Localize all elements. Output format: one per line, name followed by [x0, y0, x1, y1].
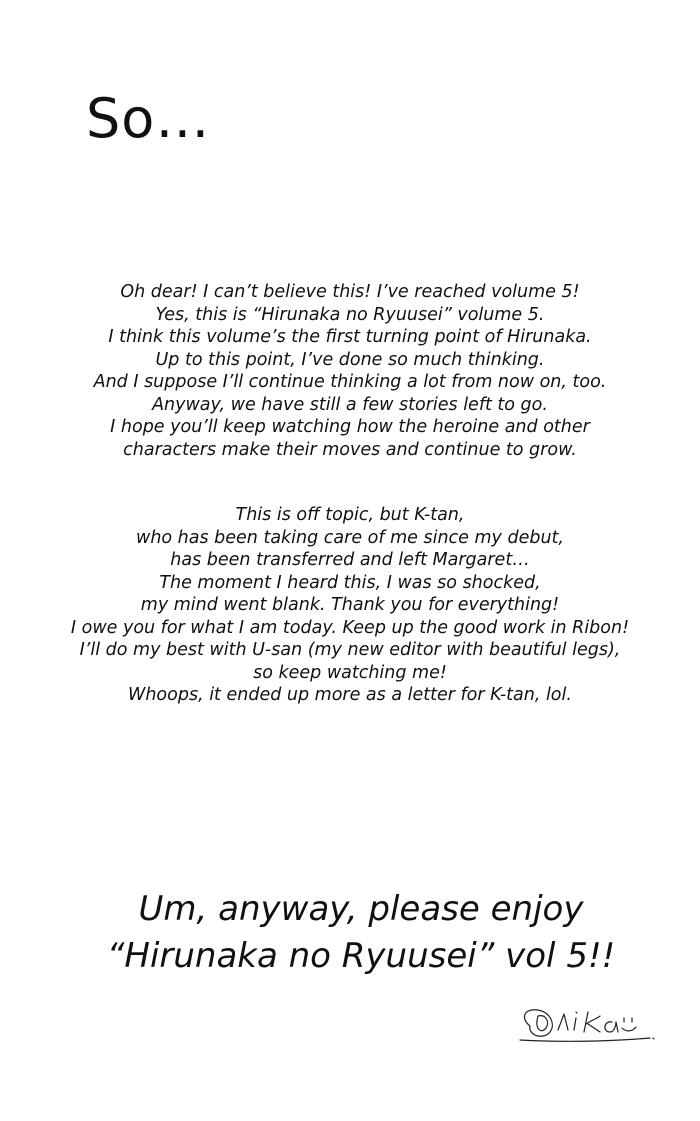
- page-heading: So…: [86, 87, 211, 150]
- text-line: has been transferred and left Margaret…: [170, 550, 530, 570]
- text-line: I hope you’ll keep watching how the heroine and other: [110, 417, 590, 437]
- text-line: Anyway, we have still a few stories left to go.: [152, 394, 548, 415]
- text-line: who has been taking care of me since my debut,: [136, 527, 564, 548]
- paragraph-volume-5: [0, 281, 700, 461]
- closing-line: “Hirunaka no Ryuusei” vol 5!!: [106, 936, 616, 976]
- signature-stroke: [574, 1018, 576, 1030]
- text-line: Whoops, it ended up more as a letter for K-tan, lol.: [128, 685, 572, 705]
- text-line: so keep watching me!: [253, 662, 447, 683]
- signature-stroke: [584, 1012, 600, 1032]
- text-line: Up to this point, I’ve done so much thinking.: [155, 349, 545, 370]
- closing-line: Um, anyway, please enjoy: [138, 889, 584, 929]
- text-line: characters make their moves and continue to grow.: [123, 439, 577, 460]
- text-line: I think this volume’s the first turning point of Hirunaka.: [108, 327, 592, 347]
- signature-stroke: [576, 1012, 577, 1013]
- text-line: I owe you for what I am today. Keep up the good work in Ribon!: [70, 617, 630, 638]
- text-line: Yes, this is “Hirunaka no Ryuusei” volume 5.: [155, 304, 545, 325]
- signature: [516, 1002, 666, 1054]
- text-line: This is off topic, but K-tan,: [235, 505, 465, 525]
- signature-stroke: [520, 1038, 650, 1041]
- paragraph-editor-letter: [0, 504, 700, 707]
- closing-message: [0, 886, 700, 980]
- text-line: Oh dear! I can’t believe this! I’ve reached volume 5!: [120, 282, 580, 302]
- signature-stroke: [605, 1022, 618, 1032]
- text-line: The moment I heard this, I was so shocked,: [159, 572, 541, 593]
- signature-stroke: [622, 1027, 636, 1031]
- signature-stroke: [537, 1016, 548, 1031]
- signature-stroke: [558, 1014, 568, 1030]
- signature-stroke: [624, 1018, 632, 1022]
- text-line: my mind went blank. Thank you for everything!: [140, 595, 560, 615]
- text-line: I’ll do my best with U-san (my new editor with beautiful legs),: [79, 640, 621, 660]
- signature-stroke: [653, 1038, 654, 1039]
- text-line: And I suppose I’ll continue thinking a lot from now on, too.: [93, 372, 607, 392]
